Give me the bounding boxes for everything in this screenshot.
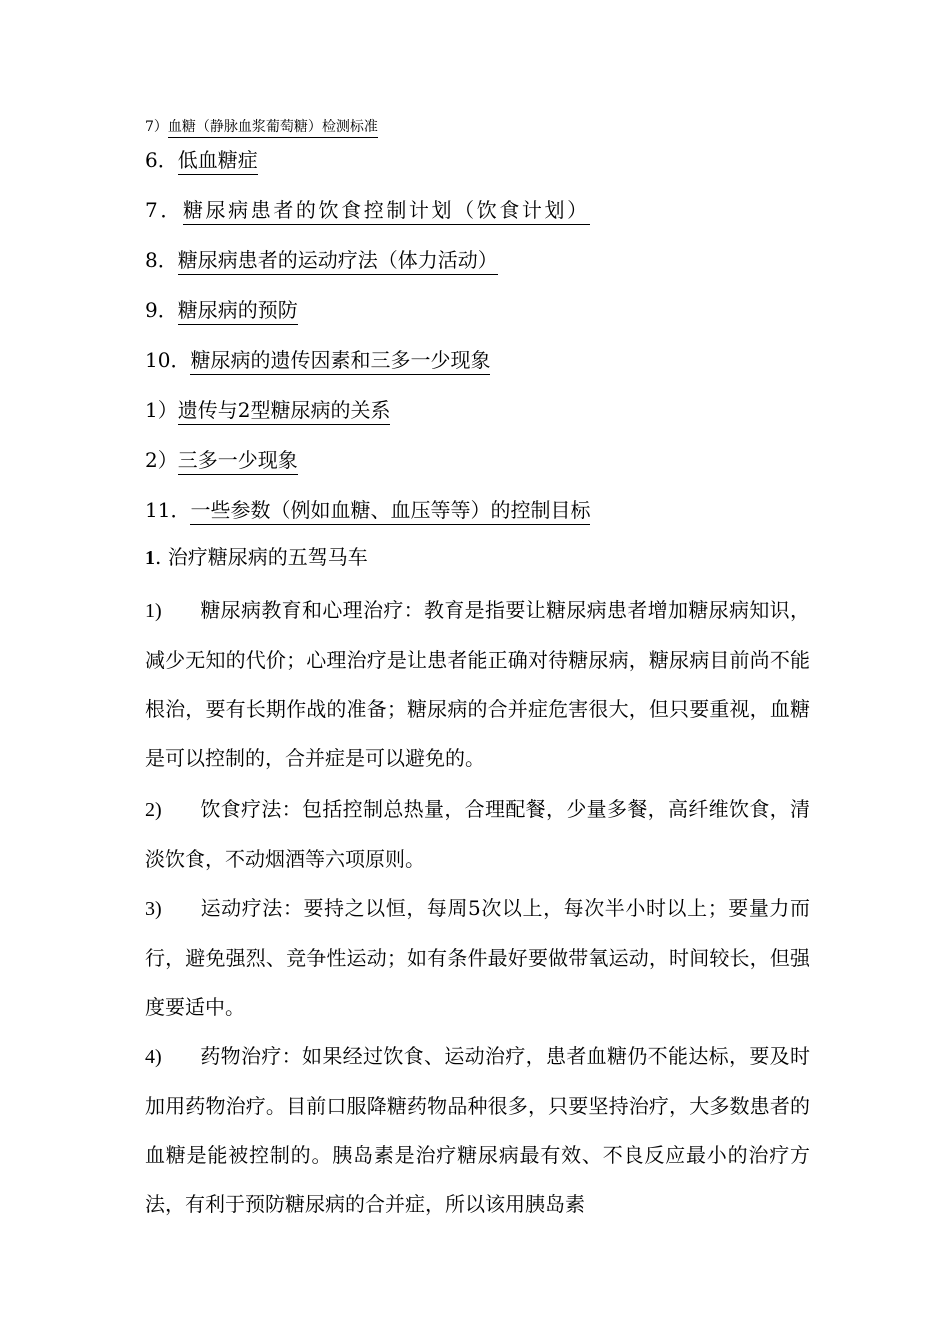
toc-number: 7） xyxy=(145,119,168,135)
section-title: . 治疗糖尿病的五驾马车 xyxy=(155,545,368,569)
paragraph-number: 2) xyxy=(145,799,162,821)
toc-item[interactable] xyxy=(145,347,490,375)
paragraph-text: 运动疗法：要持之以恒，每周5次以上，每次半小时以上；要量力而行，避免强烈、竞争性运动；如有条件最好要做带氧运动，时间较长，但强度要适中。 xyxy=(145,896,810,1019)
paragraph xyxy=(145,1032,810,1229)
section-number: 1 xyxy=(145,547,155,569)
toc-number: 9． xyxy=(145,298,178,322)
toc-number: 1） xyxy=(145,398,178,422)
paragraph-text: 糖尿病教育和心理治疗：教育是指要让糖尿病患者增加糖尿病知识，减少无知的代价；心理治疗是让患者能正确对待糖尿病，糖尿病目前尚不能根治，要有长期作战的准备；糖尿病的合并症危害很大，但只要重视，血糖是可以控制的，合并症是可以避免的。 xyxy=(145,598,810,770)
paragraph-number: 1) xyxy=(145,600,162,622)
toc-item[interactable] xyxy=(145,197,590,225)
toc-link[interactable]: 糖尿病患者的运动疗法（体力活动） xyxy=(178,247,498,275)
toc-number: 2） xyxy=(145,448,178,472)
toc-number: 7． xyxy=(145,198,183,222)
toc-link[interactable]: 糖尿病的遗传因素和三多一少现象 xyxy=(190,347,490,375)
toc-link[interactable]: 血糖（静脉血浆葡萄糖）检测标准 xyxy=(168,118,378,138)
toc-item[interactable] xyxy=(145,447,298,475)
toc-number: 6． xyxy=(145,148,178,172)
paragraph-number: 3) xyxy=(145,898,162,920)
paragraph xyxy=(145,785,810,884)
paragraph-text: 药物治疗：如果经过饮食、运动治疗，患者血糖仍不能达标，要及时加用药物治疗。目前口服降糖药物品种很多，只要坚持治疗，大多数患者的血糖是能被控制的。胰岛素是治疗糖尿病最有效、不良反应最小的治疗方法，有利于预防糖尿病的合并症，所以该用胰岛素 xyxy=(145,1044,810,1216)
section-heading xyxy=(145,542,368,573)
paragraph-number: 4) xyxy=(145,1046,162,1068)
toc-item[interactable] xyxy=(145,118,378,138)
toc-item[interactable] xyxy=(145,297,298,325)
toc-link[interactable]: 三多一少现象 xyxy=(178,447,298,475)
toc-link[interactable]: 一些参数（例如血糖、血压等等）的控制目标 xyxy=(190,497,590,525)
toc-number: 11． xyxy=(145,498,191,522)
paragraph xyxy=(145,884,810,1032)
paragraph xyxy=(145,586,810,783)
toc-item[interactable] xyxy=(145,397,390,425)
toc-item[interactable] xyxy=(145,247,498,275)
toc-link[interactable]: 糖尿病的预防 xyxy=(178,297,298,325)
toc-item[interactable] xyxy=(145,147,258,175)
toc-link[interactable]: 遗传与2型糖尿病的关系 xyxy=(178,397,391,425)
paragraph-text: 饮食疗法：包括控制总热量，合理配餐，少量多餐，高纤维饮食，清淡饮食，不动烟酒等六项原则。 xyxy=(145,797,810,871)
toc-item[interactable] xyxy=(145,497,590,525)
toc-link[interactable]: 糖尿病患者的饮食控制计划（饮食计划） xyxy=(183,197,590,225)
toc-number: 8． xyxy=(145,248,178,272)
toc-number: 10． xyxy=(145,348,191,372)
toc-link[interactable]: 低血糖症 xyxy=(178,147,258,175)
